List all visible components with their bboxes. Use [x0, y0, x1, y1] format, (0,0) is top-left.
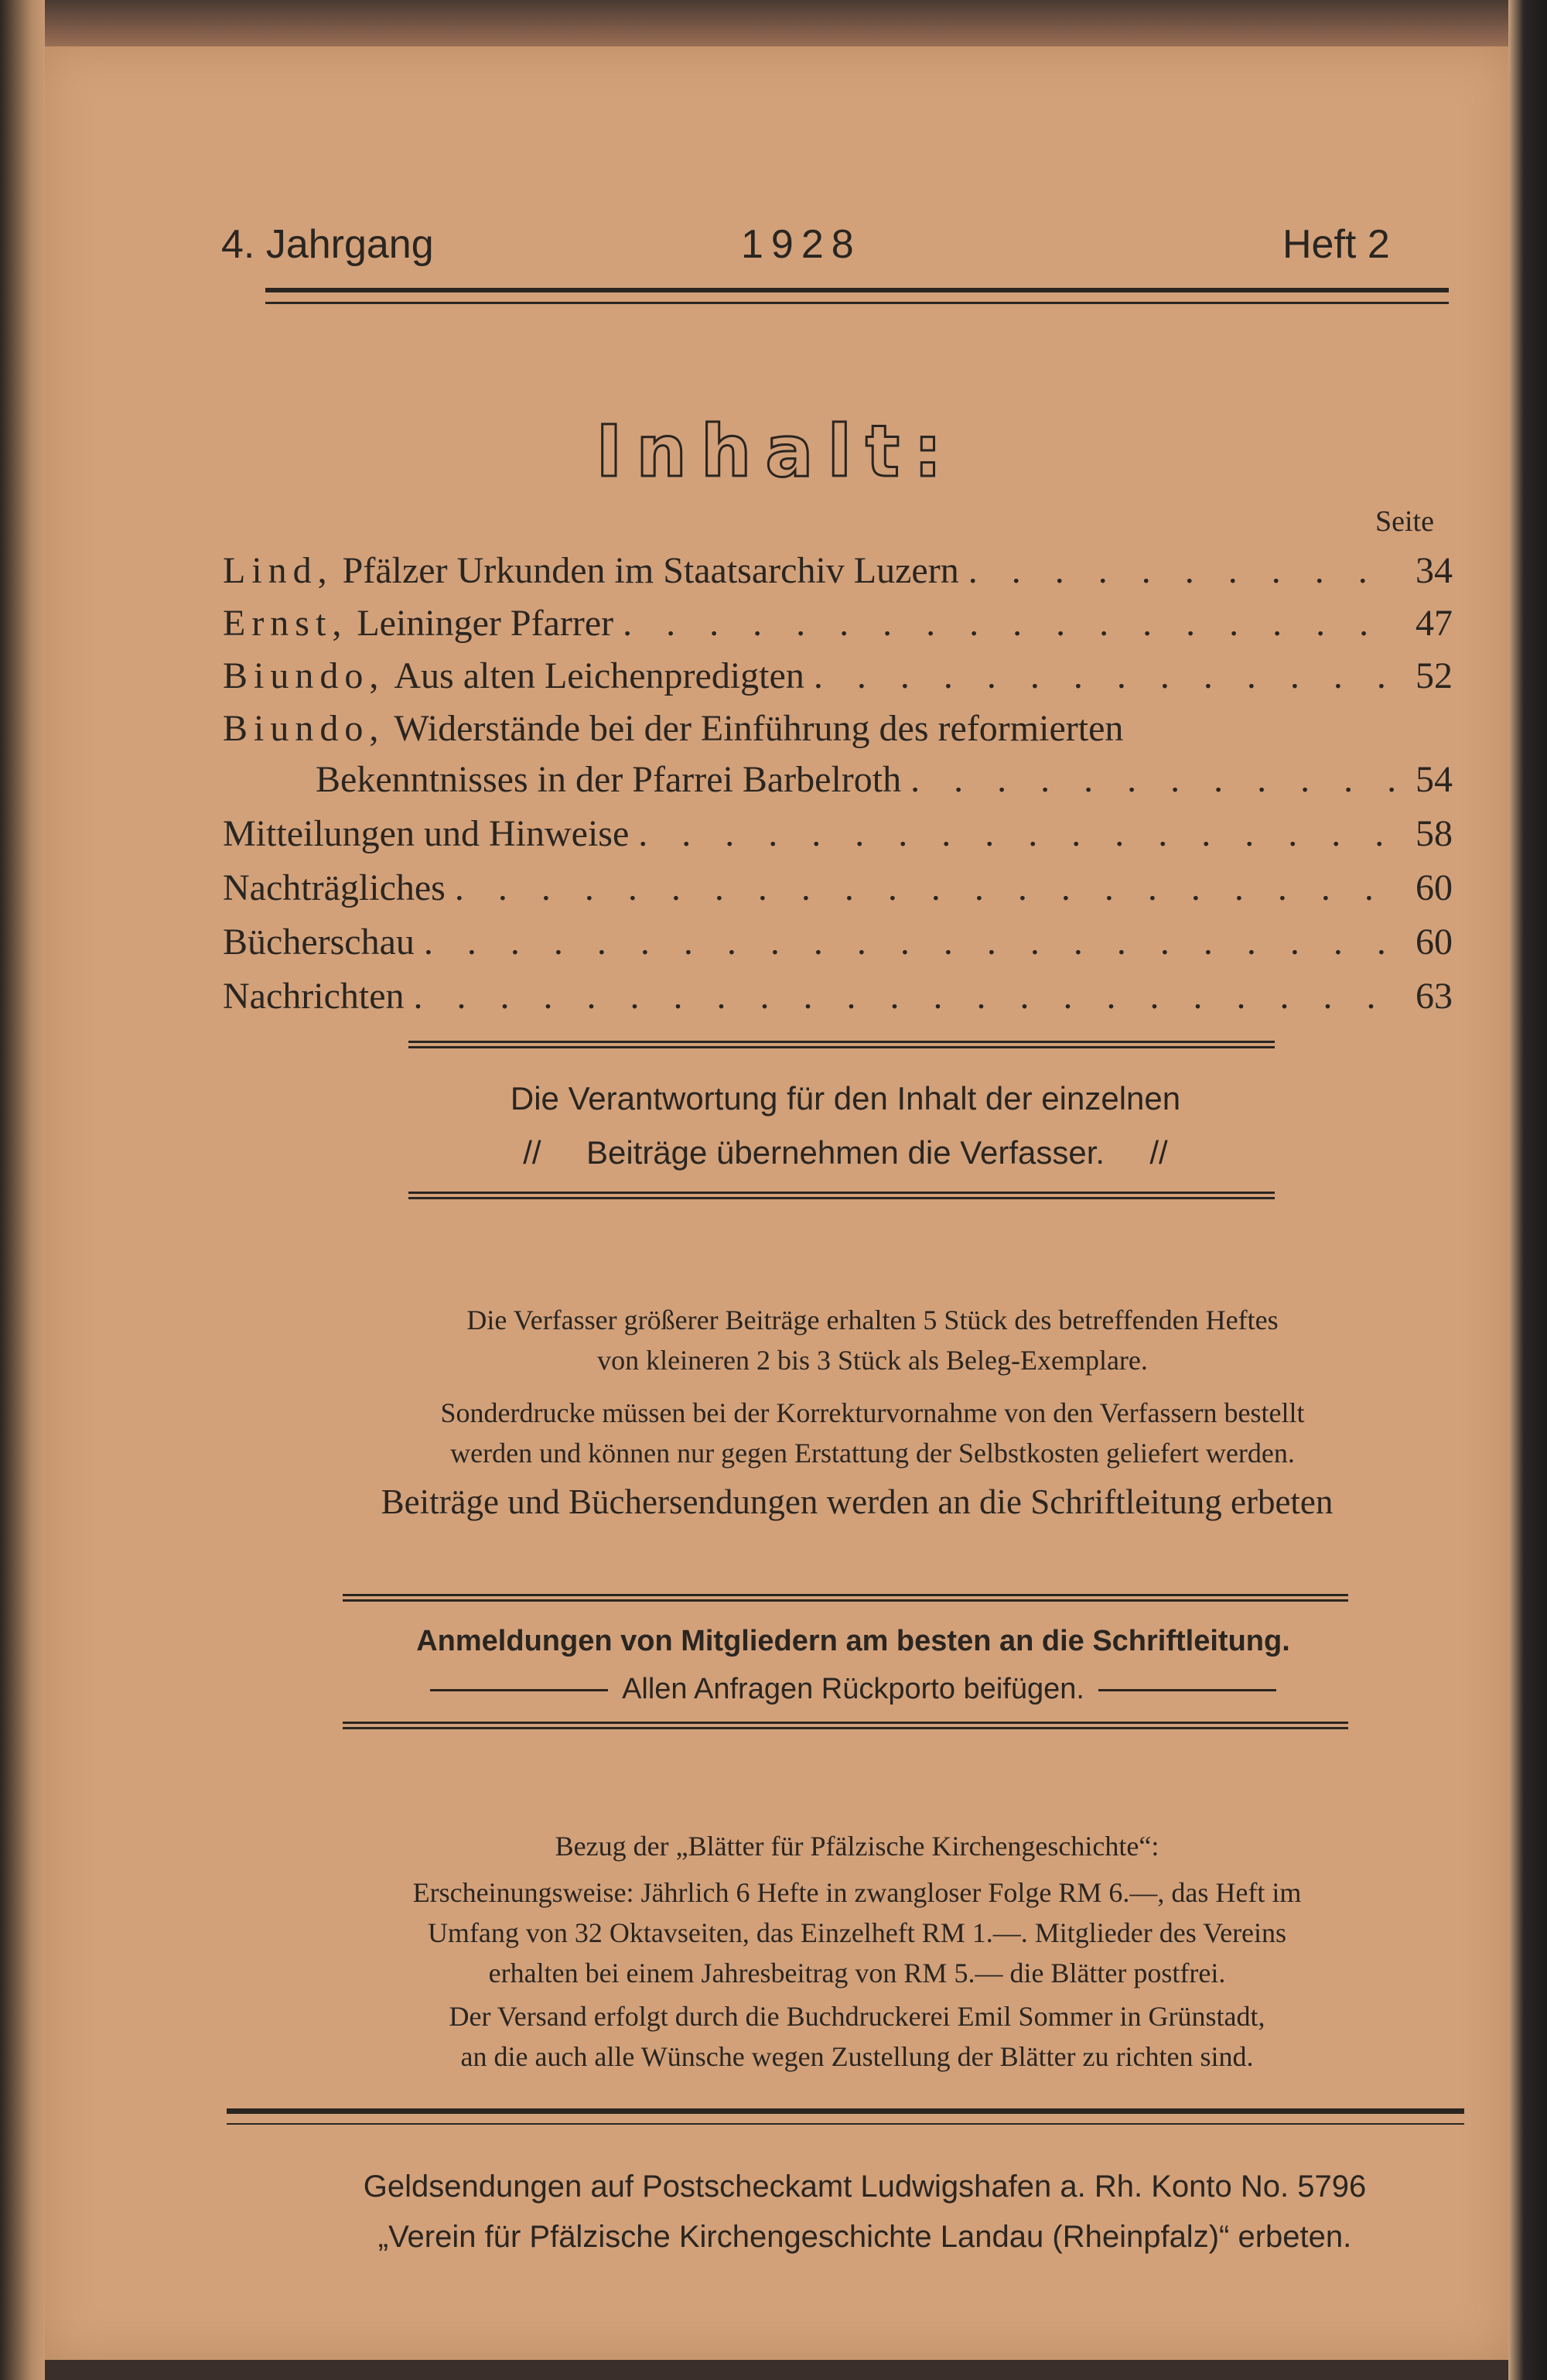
- toc-author: Biundo,: [223, 655, 385, 696]
- toc-author: Biundo,: [223, 708, 385, 749]
- page-title: Inhalt:: [596, 410, 956, 493]
- toc-page: 52: [1416, 655, 1453, 696]
- toc-item-continuation: [316, 758, 1453, 811]
- responsibility-line-1: Die Verantwortung für den Inhalt der einzelnen: [510, 1080, 1181, 1116]
- rule-left: [430, 1689, 608, 1691]
- toc-title: Aus alten Leichenpredigten: [394, 655, 804, 696]
- toc-page: 60: [1416, 867, 1453, 908]
- subscription-line-3: erhalten bei einem Jahresbeitrag von RM 5.— die Blätter postfrei.: [488, 1958, 1226, 1988]
- toc-item: [223, 655, 1453, 707]
- header-issue: Heft 2: [1282, 222, 1390, 267]
- toc-item: [223, 867, 1453, 919]
- seite-label: Seite: [1375, 505, 1434, 538]
- toc-item: [223, 812, 1453, 865]
- subscription-line-4: Der Versand erfolgt durch die Buchdruckerei Emil Sommer in Grünstadt,: [449, 2001, 1265, 2032]
- toc-title: Widerstände bei der Einführung des reformierten: [394, 708, 1124, 749]
- toc-page: 58: [1416, 813, 1453, 854]
- payment-line-2: „Verein für Pfälzische Kirchengeschichte Landau (Rheinpfalz)“ erbeten.: [377, 2220, 1352, 2254]
- subscription-line-5: an die auch alle Wünsche wegen Zustellung der Blätter zu richten sind.: [460, 2041, 1254, 2072]
- toc-title: Leininger Pfarrer: [357, 603, 614, 644]
- toc-leader: [623, 602, 1397, 645]
- toc-title: Bekenntnisses in der Pfarrei Barbelroth: [316, 759, 902, 800]
- thick-rule: [227, 2108, 1464, 2125]
- toc-leader: [455, 867, 1397, 909]
- double-rule: [408, 1041, 1275, 1048]
- toc-leader: [968, 549, 1397, 592]
- double-rule: [343, 1722, 1348, 1729]
- registration-line-2: [339, 1665, 1368, 1713]
- toc-item: [223, 707, 1453, 760]
- responsibility-line-2: // Beiträge übernehmen die Verfasser. //: [523, 1134, 1168, 1171]
- toc-title: Nachträgliches: [223, 867, 446, 908]
- registration-text: Allen Anfragen Rückporto beifügen.: [622, 1673, 1084, 1705]
- book-spine: [0, 0, 45, 2380]
- payment-line-1: Geldsendungen auf Postscheckamt Ludwigshafen a. Rh. Konto No. 5796: [363, 2170, 1367, 2204]
- book-right-edge: [1508, 0, 1547, 2380]
- header-rule: [265, 288, 1449, 304]
- toc-title: Pfälzer Urkunden im Staatsarchiv Luzern: [342, 550, 959, 591]
- toc-title: Nachrichten: [223, 976, 405, 1017]
- toc-item: [223, 921, 1453, 973]
- book-top-edge: [0, 0, 1547, 46]
- rule-right: [1098, 1689, 1276, 1691]
- subscription-line-1: Erscheinungsweise: Jährlich 6 Hefte in zwangloser Folge RM 6.—, das Heft im: [412, 1877, 1302, 1908]
- toc-item: [223, 975, 1453, 1028]
- toc-leader: [814, 655, 1397, 697]
- subscription-line-2: Umfang von 32 Oktavseiten, das Einzelheft RM 1.—. Mitglieder des Vereins: [427, 1917, 1287, 1948]
- toc-leader: [638, 812, 1397, 855]
- toc-page: 47: [1416, 603, 1453, 644]
- toc-item: [223, 602, 1453, 655]
- toc-page: 63: [1416, 976, 1453, 1017]
- offprints-line-3: Sonderdrucke müssen bei der Korrekturvornahme von den Verfassern bestellt: [440, 1397, 1305, 1428]
- toc-item: [223, 549, 1453, 602]
- toc-author: Lind,: [223, 550, 333, 591]
- toc-title: Mitteilungen und Hinweise: [223, 813, 630, 854]
- page: [45, 46, 1508, 2360]
- toc-page: 54: [1416, 759, 1453, 800]
- offprints-line-4: werden und können nur gegen Erstattung der Selbstkosten geliefert werden.: [450, 1438, 1295, 1469]
- registration-line-1: Anmeldungen von Mitgliedern am besten an die Schriftleitung.: [416, 1625, 1290, 1657]
- header-volume: 4. Jahrgang: [221, 222, 434, 267]
- toc-author: Ernst,: [223, 603, 348, 644]
- toc-leader: [424, 921, 1397, 963]
- double-rule: [408, 1192, 1275, 1199]
- offprints-line-2: von kleineren 2 bis 3 Stück als Beleg-Exemplare.: [597, 1345, 1148, 1376]
- submissions-note: Beiträge und Büchersendungen werden an die Schriftleitung erbeten: [381, 1482, 1334, 1521]
- subscription-heading: Bezug der „Blätter für Pfälzische Kirchengeschichte“:: [555, 1831, 1159, 1862]
- toc-leader: [910, 758, 1397, 801]
- toc-title: Bücherschau: [223, 922, 415, 963]
- double-rule: [343, 1594, 1348, 1602]
- offprints-line-1: Die Verfasser größerer Beiträge erhalten 5 Stück des betreffenden Heftes: [466, 1305, 1279, 1335]
- toc-page: 60: [1416, 922, 1453, 963]
- toc-page: 34: [1416, 550, 1453, 591]
- toc-leader: [414, 975, 1397, 1017]
- header-year: 1928: [741, 222, 862, 267]
